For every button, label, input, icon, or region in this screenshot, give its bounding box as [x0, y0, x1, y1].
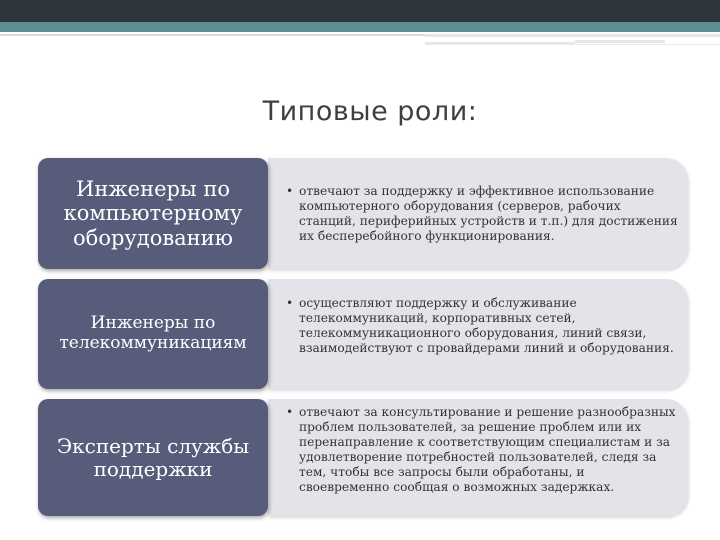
role-box [38, 279, 268, 389]
decor-line [425, 44, 720, 45]
role-description-box [268, 399, 688, 516]
role-name: Инженеры по компьютерному оборудованию [63, 177, 243, 250]
bullet-marker: • [286, 296, 294, 310]
role-description: осуществляют поддержку и обслуживание телекоммуникаций, корпоративных сетей, телекоммуникационного оборудования, линий связи, взаимодействуют с провайдерами линий и оборудования. [299, 296, 674, 355]
role-description: отвечают за консультирование и решение разнообразных проблем пользователей, за решение проблем или их перенаправление к соответствующим специалистам и за удовлетворение потребностей пользователей, следя за тем, чтобы все запросы были обработаны, и своевременно сообщая о возможных задержках. [299, 405, 676, 494]
decor-line [575, 40, 665, 43]
role-row-support [38, 399, 688, 516]
role-name: Инженеры по телекоммуникациям [59, 313, 247, 353]
role-name: Эксперты службы поддержки [56, 433, 250, 481]
role-box [38, 158, 268, 269]
header-teal-band [0, 22, 720, 32]
decor-line [0, 34, 425, 36]
role-description-box [268, 279, 688, 389]
bullet-marker: • [286, 405, 294, 419]
role-row-telecom [38, 279, 688, 389]
decor-line [425, 34, 720, 37]
role-description-box [268, 158, 688, 269]
role-box [38, 399, 268, 516]
slide-title: Типовые роли: [262, 96, 478, 127]
role-description: отвечают за поддержку и эффективное использование компьютерного оборудования (серверов, рабочих станций, периферийных устройств и т.п.) для достижения их бесперебойного функционирования. [299, 184, 678, 243]
bullet-marker: • [286, 184, 294, 198]
role-row-hardware [38, 158, 688, 269]
header-dark-band [0, 0, 720, 22]
